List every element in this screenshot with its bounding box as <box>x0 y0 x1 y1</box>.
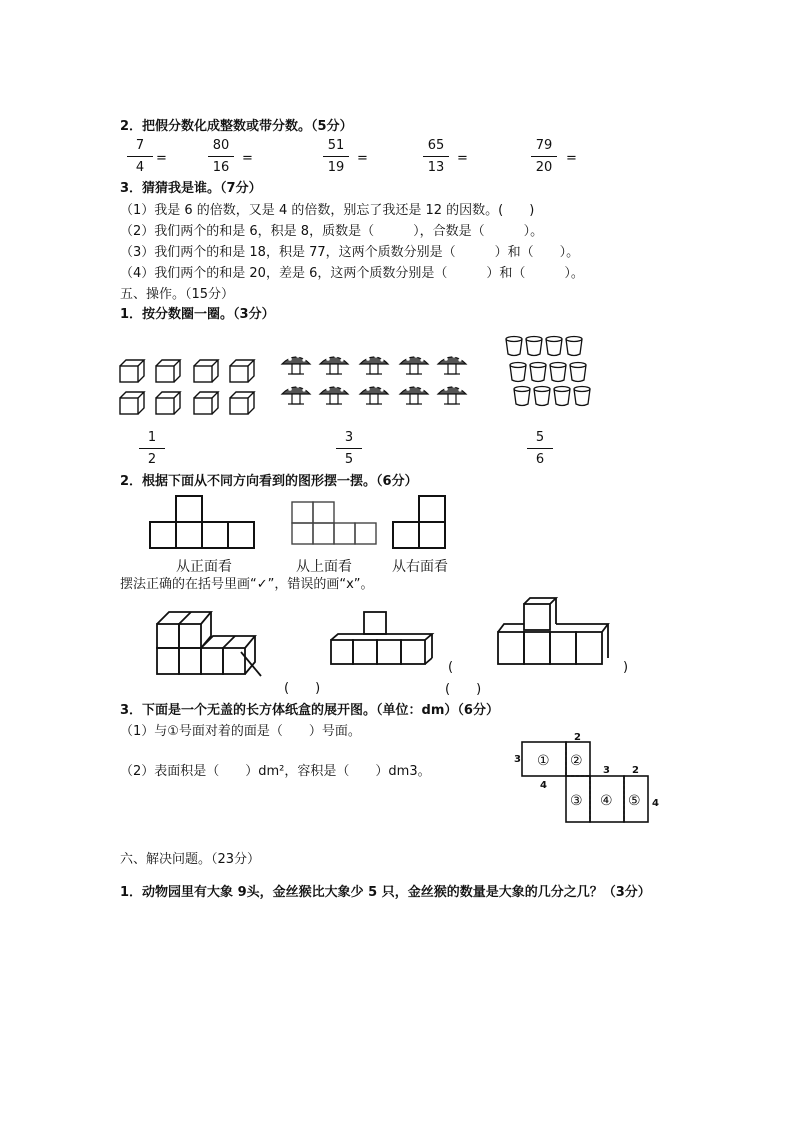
net-dim-label: 4 <box>540 780 547 791</box>
q5-2-title: 2．根据下面从不同方向看到的图形摆一摆。（6分） <box>120 474 418 489</box>
net-dim-label: 4 <box>652 798 659 809</box>
fraction-1: 7 4 <box>125 138 155 175</box>
front-view-shape <box>148 494 258 552</box>
circle-fraction-1: 1 2 <box>137 430 167 467</box>
net-face-2: ② <box>570 753 583 769</box>
cubes-picture <box>118 358 268 420</box>
net-face-4: ④ <box>600 793 613 809</box>
q3-title: 3．猜猜我是谁。（7分） <box>120 181 262 196</box>
q5-3-item-2: （2）表面积是（ ）dm²，容积是（ ）dm3。 <box>120 764 431 779</box>
q6-1-text: 1．动物园里有大象 9头，金丝猴比大象少 5 只，金丝猴的数量是大象的几分之几？（3分） <box>120 885 651 900</box>
mushrooms-picture <box>280 350 470 414</box>
net-dim-label: 3 <box>603 765 610 776</box>
box-net-diagram <box>512 730 660 830</box>
stack-option-1 <box>155 606 267 680</box>
cups-picture <box>505 336 595 414</box>
right-view-caption: 从右面看 <box>392 559 448 575</box>
q3-item-2: （2）我们两个的和是 6，积是 8，质数是（ ），合数是（ ）。 <box>120 224 544 239</box>
q5-1-title: 1．按分数圈一圈。（3分） <box>120 307 275 322</box>
q5-3-item-1: （1）与①号面对着的面是（ ）号面。 <box>120 724 361 739</box>
q3-item-1: （1）我是 6 的倍数，又是 4 的倍数，别忘了我还是 12 的因数。( ) <box>120 203 535 218</box>
fraction-3: 51 19 <box>321 138 351 175</box>
equals-sign: = <box>357 151 368 166</box>
net-dim-label: 2 <box>574 732 581 743</box>
q5-3-title: 3．下面是一个无盖的长方体纸盒的展开图。（单位：dm）（6分） <box>120 703 499 718</box>
fraction-4: 65 13 <box>421 138 451 175</box>
fraction-5: 79 20 <box>529 138 559 175</box>
answer-bracket-1[interactable]: ( ) <box>284 681 321 696</box>
section-5-title: 五、操作。（15分） <box>120 287 235 302</box>
section-6-title: 六、解决问题。（23分） <box>120 852 261 867</box>
circle-fraction-3: 5 6 <box>525 430 555 467</box>
right-view-shape <box>391 494 449 552</box>
net-dim-label: 3 <box>514 754 521 765</box>
top-view-shape <box>290 500 380 546</box>
net-dim-label: 2 <box>632 765 639 776</box>
stack-option-3 <box>494 596 612 668</box>
equals-sign: = <box>566 151 577 166</box>
front-view-caption: 从正面看 <box>176 559 232 575</box>
q3-item-4: （4）我们两个的和是 20，差是 6，这两个质数分别是（ ）和（ ）。 <box>120 266 584 281</box>
answer-bracket-2[interactable]: ( ) <box>445 682 482 697</box>
bracket-open: ( <box>448 660 454 675</box>
top-view-caption: 从上面看 <box>296 559 352 575</box>
circle-fraction-2: 3 5 <box>334 430 364 467</box>
equals-sign: = <box>156 151 167 166</box>
fraction-2: 80 16 <box>206 138 236 175</box>
net-face-5: ⑤ <box>628 793 641 809</box>
equals-sign: = <box>242 151 253 166</box>
stack-option-2 <box>328 606 432 668</box>
net-face-1: ① <box>537 753 550 769</box>
q2-title: 2．把假分数化成整数或带分数。（5分） <box>120 119 353 134</box>
q5-2-instruction: 摆法正确的在括号里画“✓”，错误的画“x”。 <box>120 577 374 592</box>
bracket-close: ) <box>623 660 629 675</box>
equals-sign: = <box>457 151 468 166</box>
net-face-3: ③ <box>570 793 583 809</box>
q3-item-3: （3）我们两个的和是 18，积是 77，这两个质数分别是（ ）和（ ）。 <box>120 245 580 260</box>
